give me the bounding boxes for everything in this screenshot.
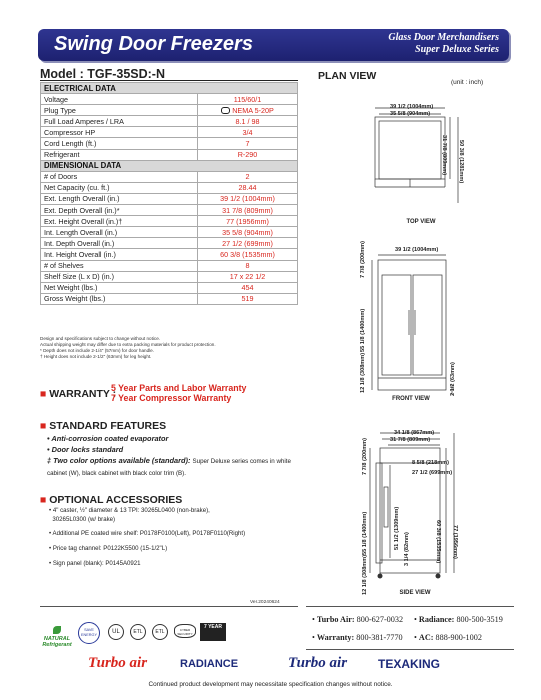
dim-top-outer-width: 39 1/2 (1004mm) xyxy=(390,104,434,110)
turbo-air-logo: Turbo air xyxy=(88,655,148,671)
feature-item: • Door locks standard xyxy=(47,445,124,454)
spec-value xyxy=(198,149,298,160)
spec-value xyxy=(198,116,298,127)
side-view-drawing xyxy=(370,433,454,573)
turbo-air-logo-2: Turbo air xyxy=(288,655,348,671)
certification-logos xyxy=(40,620,230,648)
contact-ac: • AC: 888-900-1002 xyxy=(414,633,482,642)
note: Actual shipping weight may differ due to extra packing materials for product protection. xyxy=(40,342,216,347)
spec-row xyxy=(41,216,298,227)
series-subtitle xyxy=(388,32,499,56)
spec-row xyxy=(41,149,298,160)
save-energy-logo: SAVE ENERGY xyxy=(78,622,100,644)
spec-value xyxy=(198,205,298,216)
note: Design and specifications subject to change without notice. xyxy=(40,336,161,341)
spec-value xyxy=(198,260,298,271)
spec-value-text: 35 5/8 (904mm) xyxy=(222,227,273,237)
dim-top-inner-width: 35 5/8 (904mm) xyxy=(390,111,431,117)
note: † Height does not include 2-1/2" (63mm) for leg height. xyxy=(40,354,152,359)
dim-front-door: 55 1/8 (1400mm) xyxy=(360,308,366,352)
spec-label: Cord Length (ft.) xyxy=(41,138,198,149)
etl-logo: ETL xyxy=(130,624,146,640)
spec-label: Refrigerant xyxy=(41,149,198,160)
top-view-label: TOP VIEW xyxy=(406,219,436,225)
dim-side-outer: 34 1/8 (867mm) xyxy=(394,430,435,436)
contact-radiance: • Radiance: 800-500-3519 xyxy=(414,615,503,624)
spec-value-text: NEMA 5-20P xyxy=(232,105,274,115)
model-number: Model : TGF-35SD:-N xyxy=(40,67,298,81)
spec-section-label: ELECTRICAL DATA xyxy=(41,83,298,94)
spec-label: Ext. Height Overall (in.)† xyxy=(41,216,198,227)
dim-side-h2: 77 (1956mm) xyxy=(452,525,458,559)
spec-row xyxy=(41,171,298,182)
dim-side-door: 55 1/8 (1400mm) xyxy=(362,511,368,555)
standard-heading-text: STANDARD FEATURES xyxy=(49,420,167,432)
spec-value xyxy=(198,138,298,149)
accessory-item: • Price tag channel: P0122K5500 (15-1/2"L) xyxy=(49,545,168,553)
spec-value-text: 28.44 xyxy=(238,183,257,193)
natural-refrigerant-logo: NATURAL Refrigerant xyxy=(40,626,74,648)
front-view-drawing xyxy=(372,255,452,395)
spec-value xyxy=(198,216,298,227)
spec-notes xyxy=(40,336,300,360)
spec-label: Net Weight (lbs.) xyxy=(41,282,198,293)
dim-side-top: 7 7/8 (200mm) xyxy=(362,437,368,475)
spec-label: Ext. Depth Overall (in.)* xyxy=(41,205,198,216)
spec-label: Full Load Amperes / LRA xyxy=(41,116,198,127)
spec-label: Gross Weight (lbs.) xyxy=(41,293,198,304)
subtitle-line-1: Glass Door Merchandisers xyxy=(388,32,499,43)
spec-label: # of Shelves xyxy=(41,260,198,271)
accessory-item: 30265L0300 (w/ brake) xyxy=(52,515,116,523)
dim-side-shelf: 8 5/8 (218mm) xyxy=(412,460,450,466)
spec-value xyxy=(198,127,298,138)
spec-value-text: 519 xyxy=(241,294,254,304)
spec-value xyxy=(198,249,298,260)
dim-side-base: 12 1/8 (308mm) xyxy=(362,554,368,595)
spec-value-text: 31 7/8 (809mm) xyxy=(222,205,273,215)
dim-side-inner: 27 1/2 (699mm) xyxy=(412,470,453,476)
spec-value-text: 77 (1956mm) xyxy=(226,216,269,226)
plan-view-drawings xyxy=(300,95,515,600)
spec-label: Compressor HP xyxy=(41,127,198,138)
spec-label: Int. Length Overall (in.) xyxy=(41,227,198,238)
spec-section-heading xyxy=(41,83,298,94)
warranty-line-2: 7 Year Compressor Warranty xyxy=(111,392,232,403)
spec-row xyxy=(41,249,298,260)
spec-value xyxy=(198,227,298,238)
caster xyxy=(436,574,441,579)
spec-row xyxy=(41,105,298,116)
feature-item: • Anti-corrosion coated evaporator xyxy=(47,434,169,443)
dim-front-leg: 2 1/2 (63mm) xyxy=(450,362,456,396)
accessories-list xyxy=(49,507,304,569)
spec-value xyxy=(198,271,298,282)
dim-front-width: 39 1/2 (1004mm) xyxy=(395,247,439,253)
accessory-item: • 4" caster, ½" diameter & 13 TPI: 30265L0400 (non-brake), xyxy=(49,507,210,514)
contact-warranty: • Warranty: 800-381-7770 xyxy=(312,633,403,642)
standard-features-heading: ■ STANDARD FEATURES xyxy=(40,420,167,432)
spec-value-text: 17 x 22 1/2 xyxy=(229,272,266,282)
spec-row xyxy=(41,227,298,238)
divider xyxy=(40,606,298,607)
spec-label: Shelf Size (L x D) (in.) xyxy=(41,271,198,282)
two-color-option: ‡ Two color options available (standard): Super Deluxe series comes in white cabinet (W), black cabinet with black color trim (B). xyxy=(47,456,291,477)
spec-section-label: DIMENSIONAL DATA xyxy=(41,160,298,171)
warranty-label: ■ WARRANTY : xyxy=(40,388,117,400)
texaking-logo: TEXAKING xyxy=(378,657,441,671)
spec-value xyxy=(198,282,298,293)
warranty-label-text: WARRANTY : xyxy=(49,388,117,400)
warranty-line-1: 5 Year Parts and Labor Warranty xyxy=(111,383,247,393)
spec-value-text: 8.1 / 98 xyxy=(235,116,260,126)
spec-row xyxy=(41,260,298,271)
note: * Depth does not include 2-1/4" (57mm) for door handle. xyxy=(40,348,154,353)
spec-row xyxy=(41,271,298,282)
spec-row xyxy=(41,193,298,204)
footer-note: Continued product development may necessitate specification changes without notice. xyxy=(148,681,393,688)
accessory-item: • Additional PE coated wire shelf: P0178F0100(Left), P0178F0110(Right) xyxy=(49,530,246,538)
page-title: Swing Door Freezers xyxy=(54,33,253,55)
dim-side-mid: 31 7/8 (809mm) xyxy=(390,437,431,443)
spec-value-text: 454 xyxy=(241,283,254,293)
spec-value xyxy=(198,182,298,193)
warranty-lines xyxy=(111,384,246,403)
dim-top-depth: 31 7/8 (809mm) xyxy=(441,135,447,176)
accessory-item: • Sign panel (blank): P0145A0921 xyxy=(49,559,141,567)
spec-label: Int. Depth Overall (in.) xyxy=(41,238,198,249)
spec-value-text: 2 xyxy=(245,172,250,182)
spec-section-heading xyxy=(41,160,298,171)
unit-label: (unit : inch) xyxy=(451,79,484,86)
spec-row xyxy=(41,182,298,193)
contact-box xyxy=(306,606,514,650)
spec-row xyxy=(41,116,298,127)
spec-value xyxy=(198,293,298,304)
spec-row xyxy=(41,205,298,216)
side-view-label: SIDE VIEW xyxy=(399,590,431,596)
plan-view-title: PLAN VIEW xyxy=(318,70,377,82)
dim-side-int: 51 1/2 (1309mm) xyxy=(394,506,400,550)
spec-value-text: 60 3/8 (1535mm) xyxy=(220,249,275,259)
subtitle-line-2: Super Deluxe Series xyxy=(415,44,499,55)
header-banner xyxy=(38,29,509,61)
spec-value-text: 115/60/1 xyxy=(233,94,262,104)
spec-value-text: 27 1/2 (699mm) xyxy=(222,238,273,248)
contact-turbo-air: • Turbo Air: 800-627-0032 xyxy=(312,615,404,624)
ul-logo: UL xyxy=(108,624,124,640)
version-label: Ver.20240624 xyxy=(250,600,280,605)
brand-logos xyxy=(40,655,510,675)
spec-value xyxy=(198,94,298,105)
spec-row xyxy=(41,138,298,149)
dim-side-small: 3 1/4 (82mm) xyxy=(404,532,410,566)
spec-value xyxy=(198,238,298,249)
spec-row xyxy=(41,238,298,249)
seven-year-logo: 7 YEAR xyxy=(200,623,226,641)
spec-label: Voltage xyxy=(41,94,198,105)
spec-value xyxy=(198,193,298,204)
spec-table xyxy=(40,82,298,305)
spec-row xyxy=(41,293,298,304)
spec-label: # of Doors xyxy=(41,171,198,182)
spec-label: Int. Height Overall (in.) xyxy=(41,249,198,260)
spec-label: Plug Type xyxy=(41,105,198,116)
spec-row xyxy=(41,127,298,138)
caster xyxy=(378,574,383,579)
standard-features-list xyxy=(47,433,302,479)
dim-front-top: 7 7/8 (200mm) xyxy=(360,240,366,278)
cyber-security-logo: CYBER SECURITY xyxy=(174,624,196,638)
spec-row xyxy=(41,282,298,293)
spec-value xyxy=(198,171,298,182)
spec-label: Net Capacity (cu. ft.) xyxy=(41,182,198,193)
spec-value xyxy=(198,105,298,116)
spec-row xyxy=(41,94,298,105)
spec-value-text: 7 xyxy=(245,139,250,149)
optional-accessories-heading: ■ OPTIONAL ACCESSORIES xyxy=(40,494,183,506)
dim-side-h1: 60 3/8 (1535mm) xyxy=(435,520,441,564)
spec-value-text: R-290 xyxy=(237,150,258,160)
dim-front-base: 12 1/8 (308mm) xyxy=(360,352,366,393)
spec-value-text: 3/4 xyxy=(242,127,253,137)
accessories-heading-text: OPTIONAL ACCESSORIES xyxy=(49,494,183,506)
spec-value-text: 39 1/2 (1004mm) xyxy=(220,194,275,204)
spec-label: Ext. Length Overall (in.) xyxy=(41,193,198,204)
spec-value-text: 8 xyxy=(245,261,250,271)
front-view-label: FRONT VIEW xyxy=(392,396,430,402)
plug-icon xyxy=(221,107,230,114)
dim-top-depth-total: 50 3/8 (1281mm) xyxy=(458,140,464,184)
radiance-logo: RADIANCE xyxy=(180,658,239,670)
etl-sanitation-logo: ETL xyxy=(152,624,168,640)
